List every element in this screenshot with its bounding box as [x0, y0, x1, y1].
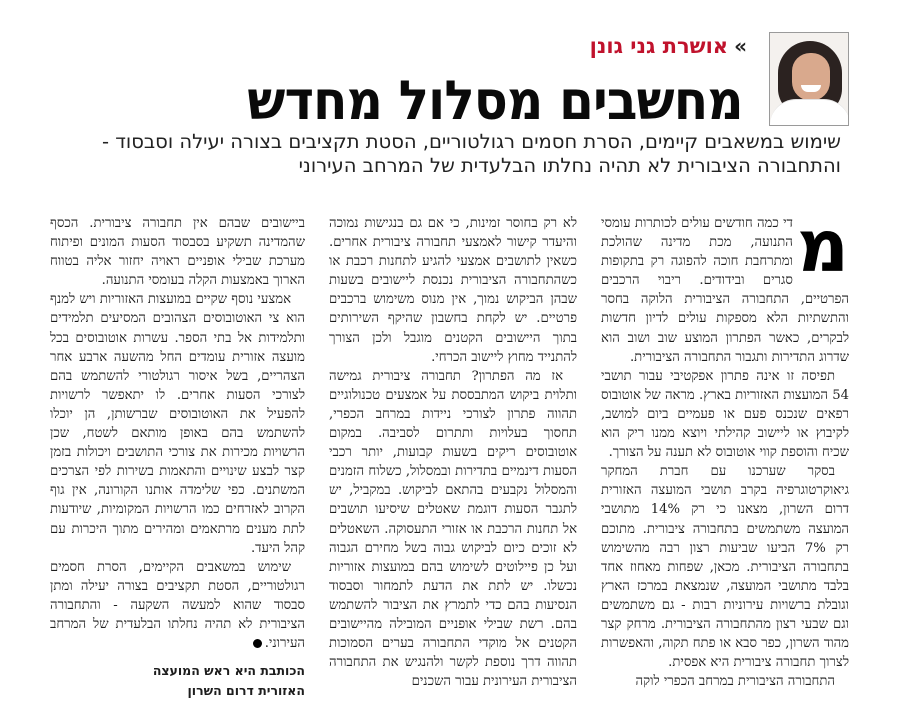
headline: מחשבים מסלול מחדש	[247, 69, 743, 132]
article-body	[50, 204, 849, 704]
author-photo-face	[792, 53, 830, 101]
paragraph: אז מה הפתרון? תחבורה ציבורית גמישה ותלוית ביקוש המתבססת על אמצעים טכנולוגיים תהווה פתרון לצורכי ניידות במרחב הכפרי, תחסוך בעלויות ותתרום לסביבה. במקום אוטובוסים ריקים בשעות קבועות, יותר רכבי הסעות דינמיים בתדירות ובמסלול, כשלוח הזמנים והמסלול נקבעים בהתאם לביקוש. במקביל, יש לתגבר הסעות דוגמת שאטלים שיסיעו תושבים אל תחנות הרכבת או אזורי התעסוקה. השאטלים לא זוכים כיום לביקוש גבוה בשל מחירם הגבוה ועל כן פיילוטים לשימוש בהם במועצות אזוריות נכשלו. יש לתת את הדעת לתמחור וסבסוד הנסיעות בהם כדי לתמרץ את הציבור להשתמש בהם. רשת שבילי אופניים המובילה מהיישובים הקטנים אל מוקדי התחבורה בערים הסמוכות תהווה דרך נוספת לקשר ולהנגיש את התחבורה הציבורית העירונית עבור השכנים	[329, 368, 577, 690]
paragraph: די כמה חודשים עולים לכותרות עומסי התנועה, מכת מדינה שהולכת ומתרחבת חוכה להפוגה רק בתקופות סגרים ובידודים. ריבוי הרכבים הפרטיים, התחבורה הציבורית הלוקה בחסר והתשתיות הלא מספקות עולים לדיון חדשות לבקרים, כאשר הפתרון המוצע שוב ושוב הוא שדרוג התדירות ותגבור התחבורה הציבורית.	[601, 216, 849, 365]
double-chevron-icon: »	[734, 34, 747, 58]
paragraph: לא רק בחוסר זמינות, כי אם גם בנגישות נמוכה והיעדר קישור לאמצעי תחבורה ציבורית אחרים. כשאין לתושבים אמצעי להגיע לתחנות רכבת או כשהתחבורה הציבורית נכנסת ליישובים בשעות שבהן הביקוש נמוך, אין מנוס משימוש ברכבים פרטיים. יש לקחת בחשבון שהיקף השירותים בתוך היישובים הקטנים מוגבל ולכן הצורך להתנייד מחוץ ליישוב הכרחי.	[329, 216, 577, 365]
article-header	[100, 30, 849, 210]
signoff-line-1: הכותבת היא ראש המועצה	[152, 663, 305, 679]
author-byline	[590, 34, 747, 58]
paragraph: בסקר שערכנו עם חברת המחקר גיאוקרטוגרפיה בקרב תושבי המועצה האזורית דרום השרון, מצאנו כי רק 14% מתושבי המועצה משתמשים בתחבורה ציבורית. מתוכם רק 7% הביעו שביעות רצון רבה מהשימוש בתחבורה הציבורית. מכאן, שפחות מאחוז אחד בלבד מתושבי המועצה, שנמצאת במרכז הארץ וגובלת ברשויות עירוניות רבות - גם משתמשים וגם שבעי רצון מהתחבורה הציבורית. מרחק קצר מהוד השרון, כפר סבא או פתח תקוה, והאפשרות לצרוך תחבורה ציבורית היא אפסית.	[601, 464, 849, 671]
author-name: אושרת גני גונן	[589, 34, 729, 58]
subheadline: שימוש במשאבים קיימים, הסרת חסמים רגולטוריים, הסטת תקציבים בצורה יעילה וסבסוד - והתחבורה הציבורית לא תהיה נחלתו הבלעדית של המרחב העירוני	[102, 130, 841, 177]
end-of-article-bullet-icon	[253, 639, 262, 648]
paragraph: אמצעי נוסף שקיים במועצות האזוריות ויש למנף הוא צי האוטובוסים הצהובים המסיעים תלמידים ותלמידות אל בתי הספר. עשרות אוטובוסים בכל מועצה אזורית עומדים החל מהשעה ארבע אחר הצהריים, בשל איסור רגולטורי להשתמש בהם לצורכי הסעות אחרים. לו יתאפשר לרשויות להפעיל את האוטובוסים שברשותן, הן יוכלו להשתמש בהם באופן מותאם לשטח, שכן הרשויות מכירות את צורכי התושבים ויכולות בזמן קצר לבצע שינויים והתאמות בשירות לפי הצרכים המשתנים. כפי שלימדה אותנו הקורונה, אין גוף הקרוב לאזרחים כמו הרשויות המקומיות, שיודעות לתת מענים מרתאמים ומהירים מתוך היכרות עם קהל היעד.	[50, 292, 305, 556]
column-2	[329, 214, 577, 691]
column-3	[50, 214, 305, 701]
signoff-line-2: האזורית דרום השרון	[187, 683, 305, 699]
paragraph: ביישובים שבהם אין תחבורה ציבורית. הכסף שהמדינה תשקיע בסבסוד הסעות המונים ופיתוח מערכת שבילי אופניים ראויה יחזור אליה בטווח הארוך באמצעות הקלה בעומסי התנועה.	[50, 216, 305, 289]
author-photo-shirt	[770, 99, 849, 125]
paragraph-final-text: שימוש במשאבים הקיימים, הסרת חסמים רגולטוריים, הסטת תקציבים בצורה יעילה ומתן סבסוד שהוא למעשה השקעה - והתחבורה הציבורית לא תהיה נחלתו הבלעדית של המרחב העירוני.	[50, 559, 305, 652]
paragraph: תפיסה זו אינה פתרון אפקטיבי עבור תושבי 54 המועצות האזוריות בארץ. מראה של אוטובוס רפאים שנכנס פעם או פעמיים ביום למושב, לקיבוץ או ליישוב קהילתי ויוצא ממנו ריק הוא שכיח והוספת קווי אוטובוס לא תענה על הצורך.	[601, 368, 849, 461]
paragraph-final	[50, 558, 305, 653]
column-1	[601, 204, 849, 691]
drop-cap: מ	[796, 204, 849, 288]
paragraph: התחבורה הציבורית במרחב הכפרי לוקה	[635, 674, 835, 690]
author-photo	[769, 32, 849, 126]
author-signoff	[50, 661, 305, 701]
